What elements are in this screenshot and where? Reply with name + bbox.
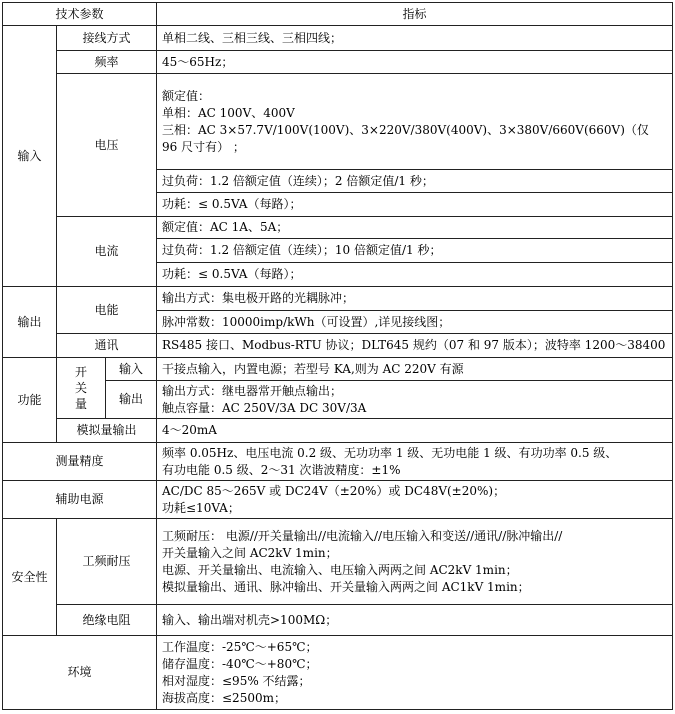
voltage-rated-title: 额定值： [162,88,211,103]
withstand-line3: 电源、开关量输出、电流输入、电压输入两两之间 AC2kV 1min； [162,562,518,577]
accuracy-line2: 有功电能 0.5 级、2～31 次谐波精度：±1% [162,462,401,477]
spec-table [2,2,673,710]
safety-group-label: 安全性 [3,519,57,636]
switch-label: 开 关 量 [57,358,106,419]
header-row [3,3,673,26]
switch-out-capacity: 触点容量：AC 250V/3A DC 30V/3A [162,400,367,415]
current-rated: 额定值：AC 1A、5A； [157,217,673,239]
switch-out-mode: 输出方式：继电器常开触点输出； [162,383,343,398]
accuracy-value [157,443,673,481]
freq-value: 45～65Hz； [157,51,673,74]
environment-line4: 海拔高度：≤2500m； [162,690,286,705]
environment-line1: 工作温度：-25℃～+65℃； [162,639,318,654]
switch-in-value: 干接点输入，内置电源；若型号 KA,则为 AC 220V 有源 [157,358,673,381]
energy-mode: 输出方式：集电极开路的光耦脉冲； [157,287,673,311]
aux-power-value [157,481,673,519]
accuracy-label: 测量精度 [3,443,157,481]
switch-in-label: 输入 [106,358,157,381]
environment-line2: 储存温度：-40℃～+80℃； [162,656,318,671]
insulation-label: 绝缘电阻 [57,605,157,636]
environment-label: 环境 [3,636,157,710]
wiring-label: 接线方式 [57,26,157,51]
switch-out-label: 输出 [106,381,157,419]
withstand-line1: 工频耐压： 电源//开关量输出//电流输入//电压输入和变送//通讯//脉冲输出// [162,528,563,543]
aux-power-line1: AC/DC 85～265V 或 DC24V（±20%）或 DC48V(±20%)； [162,483,506,498]
accuracy-line1: 频率 0.05Hz、电压电流 0.2 级、无功功率 1 级、无功电能 1 级、有功功率 0.5 级、 [162,445,618,460]
comm-value: RS485 接口、Modbus-RTU 协议；DLT645 规约（07 和 97 版本）；波特率 1200～38400 [157,334,673,358]
voltage-rated-single: 单相：AC 100V、400V [162,105,295,120]
withstand-line2: 开关量输入之间 AC2kV 1min； [162,545,338,560]
withstand-value [157,519,673,605]
withstand-line4: 模拟量输出、通讯、脉冲输出、开关量输入两两之间 AC1kV 1min； [162,579,530,594]
input-group-label: 输入 [3,26,57,287]
energy-label: 电能 [57,287,157,334]
function-group-label: 功能 [3,358,57,443]
header-param: 技术参数 [3,3,157,26]
voltage-power: 功耗：≤ 0.5VA（每路）； [157,193,673,217]
comm-label: 通讯 [57,334,157,358]
environment-value [157,636,673,710]
current-label: 电流 [57,217,157,287]
wiring-value: 单相二线、三相三线、三相四线； [157,26,673,51]
energy-constant: 脉冲常数：10000imp/kWh（可设置）,详见接线图； [157,311,673,334]
header-value: 指标 [157,3,673,26]
current-overload: 过负荷：1.2 倍额定值（连续）；10 倍额定值/1 秒； [157,239,673,263]
withstand-label: 工频耐压 [57,519,157,605]
voltage-label: 电压 [57,74,157,217]
insulation-value: 输入、输出端对机壳>100MΩ； [157,605,673,636]
voltage-rated [157,74,673,170]
voltage-rated-three: 三相：AC 3×57.7V/100V(100V)、3×220V/380V(400V)、3×380V/660V(660V)（仅 96 尺寸有） ； [162,122,649,154]
voltage-overload: 过负荷：1.2 倍额定值（连续）；2 倍额定值/1 秒； [157,170,673,193]
current-power: 功耗：≤ 0.5VA（每路）； [157,263,673,287]
analog-value: 4～20mA [157,419,673,443]
freq-label: 频率 [57,51,157,74]
switch-out-value [157,381,673,419]
output-group-label: 输出 [3,287,57,358]
analog-label: 模拟量输出 [57,419,157,443]
environment-line3: 相对湿度：≤95% 不结露； [162,673,311,688]
aux-power-label: 辅助电源 [3,481,157,519]
aux-power-line2: 功耗≤10VA； [162,500,240,515]
